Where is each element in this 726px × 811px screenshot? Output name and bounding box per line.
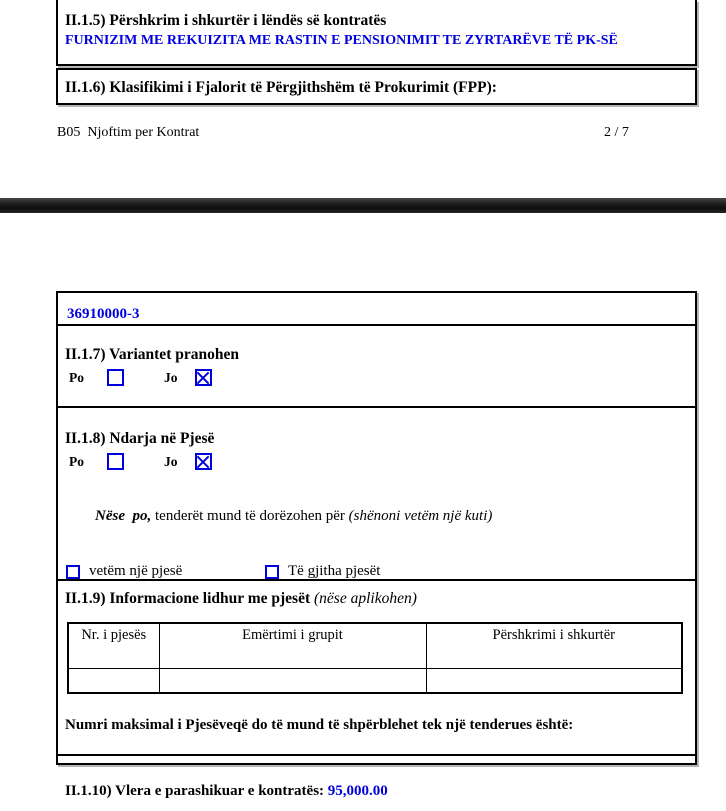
parts-table <box>67 622 683 694</box>
section-II-1-8-title: II.1.8) Ndarja në Pjesë <box>65 430 215 447</box>
option-single-part-label: vetëm një pjesë <box>89 563 183 579</box>
section-II-1-5-value: FURNIZIM ME REKUIZITA ME RASTIN E PENSIONIMIT TE ZYRTARËVE TË PK-SË <box>65 33 618 48</box>
submission-options <box>58 563 695 581</box>
option-single-part <box>66 563 182 580</box>
checkbox-single-part[interactable] <box>66 565 80 579</box>
section-II-1-9-title <box>65 589 695 608</box>
jo-label: Jo <box>164 453 178 469</box>
checkbox-ndarja-po[interactable] <box>107 453 124 470</box>
checkbox-variantet-po[interactable] <box>107 369 124 386</box>
parts-table-data-row <box>68 668 682 693</box>
estimated-contract-value: 95,000.00 <box>327 783 388 799</box>
page-separator-band <box>0 198 726 213</box>
condition-lead: Nëse po, <box>95 508 152 524</box>
po-label: Po <box>69 453 84 469</box>
section-II-1-6-title: II.1.6) Klasifikimi i Fjalorit të Përgjithshëm të Prokurimit (FPP): <box>65 79 497 96</box>
variants-yes-no-group <box>69 369 695 386</box>
section-II-1-9-row <box>58 589 695 756</box>
section-II-1-5-box <box>56 0 697 66</box>
jo-label: Jo <box>164 369 178 385</box>
section-II-1-9-title-main: II.1.9) Informacione lidhur me pjesët <box>65 590 314 607</box>
section-II-1-10-row <box>58 756 695 811</box>
section-II-1-7-title: II.1.7) Variantet pranohen <box>65 346 239 363</box>
footer-document-label: B05 Njoftim per Kontrat <box>57 125 200 140</box>
section-II-1-8-row <box>58 429 695 581</box>
checkbox-variantet-jo[interactable] <box>195 369 212 386</box>
condition-text: tenderët mund të dorëzohen për <box>151 508 349 524</box>
checkbox-ndarja-jo[interactable] <box>195 453 212 470</box>
checkbox-all-parts[interactable] <box>265 565 279 579</box>
section-II-1-9-title-note: (nëse aplikohen) <box>314 590 417 607</box>
cpv-code: 36910000-3 <box>67 306 140 322</box>
section-II-1-10-line <box>65 783 388 799</box>
parts-table-cell <box>159 668 426 693</box>
parts-table-cell <box>426 668 682 693</box>
parts-table-cell <box>68 668 159 693</box>
parts-table-header-cell: Emërtimi i grupit <box>159 623 426 668</box>
form-section-box <box>56 291 697 799</box>
section-II-1-10-title: II.1.10) Vlera e parashikuar e kontratës: <box>65 783 328 799</box>
section-II-1-7-row <box>58 345 695 408</box>
section-II-1-5-title: II.1.5) Përshkrim i shkurtër i lëndës së kontratës <box>65 12 387 29</box>
parts-table-header-cell: Nr. i pjesës <box>68 623 159 668</box>
condition-note: (shënoni vetëm një kuti) <box>348 508 493 524</box>
parts-table-header-cell: Përshkrimi i shkurtër <box>426 623 682 668</box>
po-label: Po <box>69 369 84 385</box>
parts-table-header-row <box>68 623 682 668</box>
option-all-parts-label: Të gjitha pjesët <box>288 563 381 579</box>
section-II-1-6-box <box>56 68 697 105</box>
division-yes-no-group <box>69 453 695 470</box>
max-parts-statement: Numri maksimal i Pjesëveqë do të mund të shpërblehet tek një tenderues është: <box>65 717 574 733</box>
footer-page-indicator: 2 / 7 <box>604 125 629 140</box>
option-all-parts <box>265 563 380 580</box>
cpv-code-row <box>58 293 695 326</box>
condition-sentence <box>65 488 695 545</box>
